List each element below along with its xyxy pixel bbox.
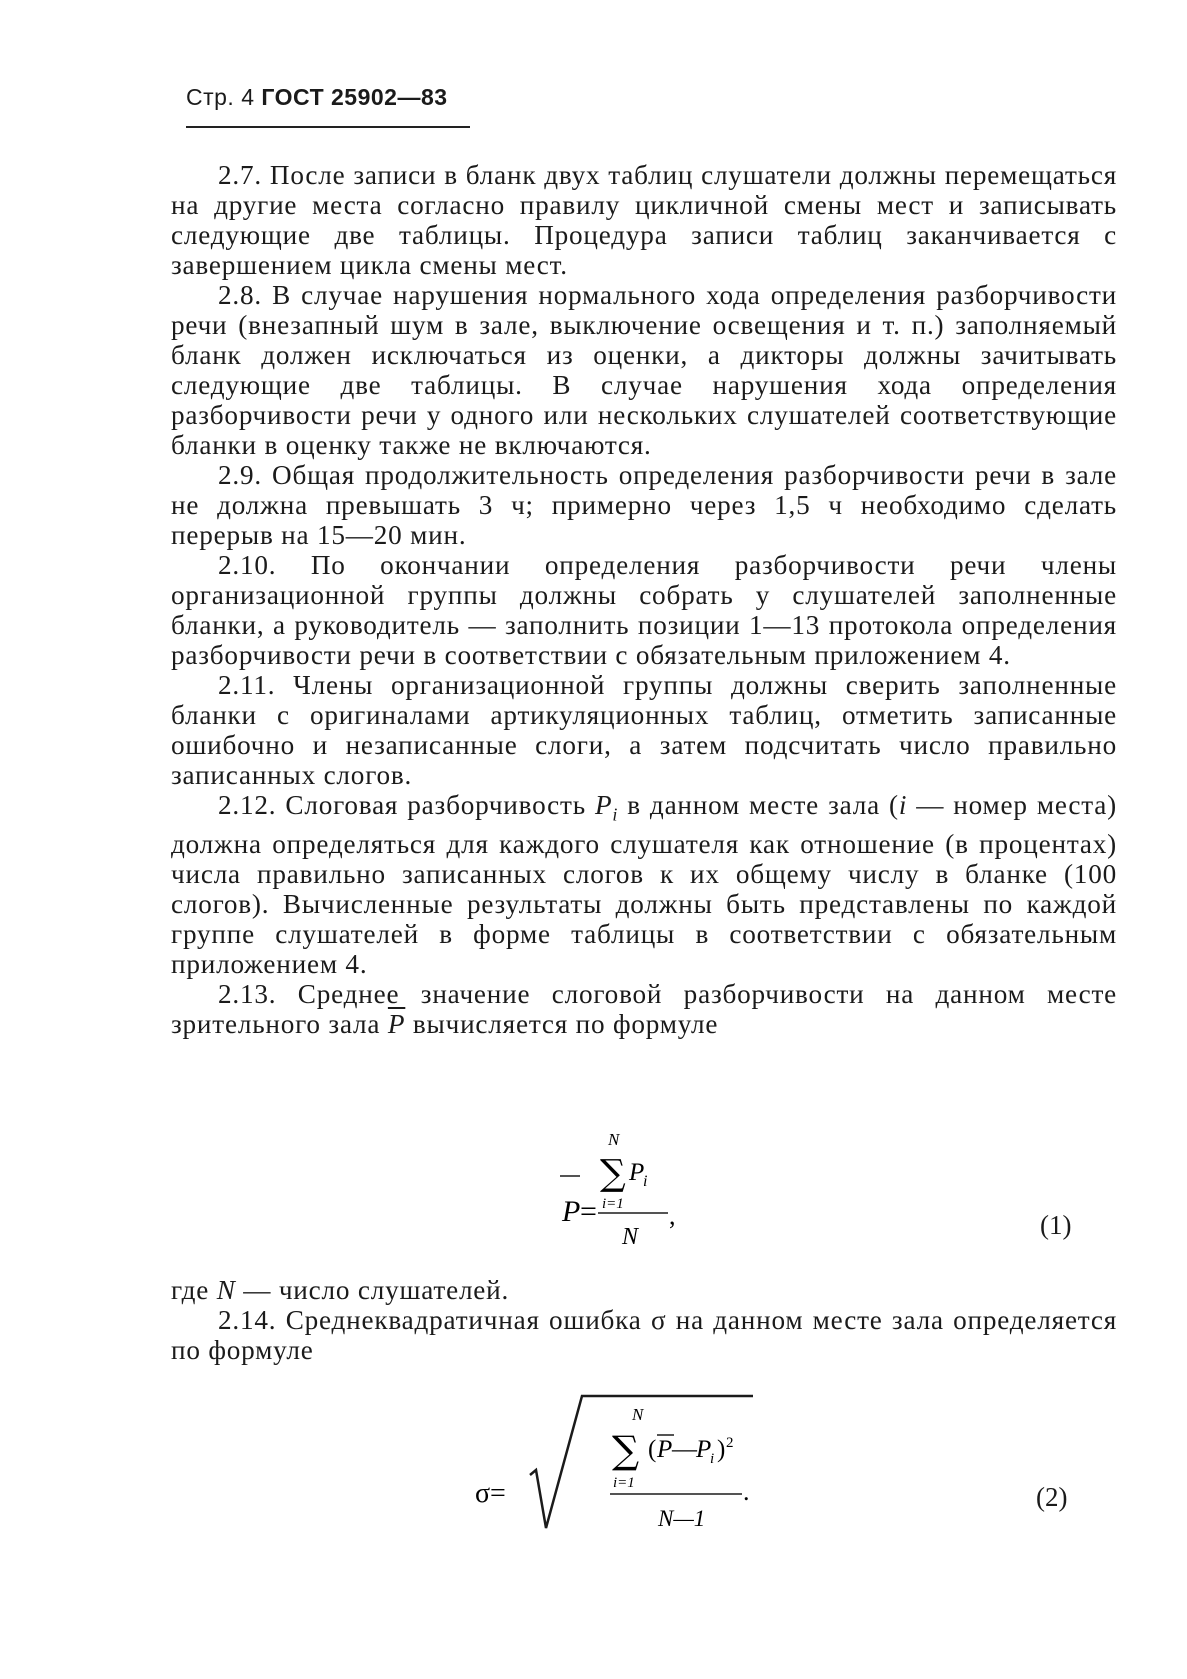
- formula-2-sum-top: N: [632, 1405, 644, 1424]
- paragraph-2-14: 2.14. Среднеквадратичная ошибка σ на данном месте зала определяется по формуле: [171, 1305, 1117, 1365]
- paragraph-2-12: [171, 790, 1117, 979]
- p213-var: $\overline{P}$: [387, 1009, 406, 1040]
- formula-2-trail: .: [743, 1477, 750, 1506]
- formula-2-close: ): [717, 1436, 726, 1463]
- p212-var: $P_i$: [594, 790, 619, 825]
- formula-2: [470, 1390, 790, 1540]
- formula-2-sum-bottom: i=1: [613, 1475, 635, 1491]
- formula-2-svg: [470, 1390, 790, 1540]
- formula-1-term-sub: i: [643, 1173, 648, 1190]
- p212-text-b: в данном месте зала (: [618, 790, 899, 820]
- formula-2-sum-sign: ∑: [612, 1428, 640, 1472]
- formula-2-eq: =: [490, 1478, 506, 1509]
- where-text-a: где: [171, 1275, 217, 1305]
- formula-2-denominator: N—1: [658, 1506, 706, 1531]
- equation-number-2: (2): [1036, 1482, 1068, 1512]
- paragraph-2-8: 2.8. В случае нарушения нормального хода определения разборчивости речи (внезапный шум в зале, выключение освещения и т. п.) заполняемый бланк должен исключаться из оценки, а дикторы должны зачитывать следующие две таблицы. В случае нарушения хода определения разборчивости речи у одного или нескольких слушателей соответствующие бланки в оценку также не включаются.: [171, 280, 1117, 460]
- formula-1-trail: ,: [669, 1201, 676, 1230]
- formula-1-term: P: [629, 1159, 645, 1186]
- formula-1-sum-sign: ∑: [600, 1153, 626, 1194]
- body-text-2: [171, 1275, 1117, 1365]
- formula-2-term: P: [696, 1436, 712, 1463]
- paragraph-2-7: 2.7. После записи в бланк двух таблиц слушатели должны перемещаться на другие места согласно правилу цикличной смены мест и записывать следующие две таблицы. Процедура записи таблиц заканчивается с завершением цикла смены мест.: [171, 160, 1117, 280]
- where-var: N: [216, 1275, 236, 1305]
- p213-text-a: 2.13. Среднее значение слоговой разборчивости на данном месте зрительного зала: [171, 979, 1117, 1040]
- formula-1: [540, 1128, 700, 1248]
- formula-1-sum-bottom: i=1: [602, 1196, 624, 1212]
- body-text: [171, 160, 1117, 1039]
- paragraph-2-9: 2.9. Общая продолжительность определения разборчивости речи в зале не должна превышать 3 ч; примерно через 1,5 ч необходимо сделать перерыв на 15—20 мин.: [171, 460, 1117, 550]
- page-number: Стр. 4: [186, 84, 255, 110]
- header-rule: [186, 126, 470, 128]
- standard-title: ГОСТ 25902—83: [261, 84, 448, 110]
- p212-text-c: — номер места) должна определяться для каждого слушателя как отношение (в процентах) числа правильно записанных слогов к их общему числу в бланке (100 слогов). Вычисленные результаты должны быть представлены по каждой группе слушателей в форме таблицы в соответствии с обязательным приложением 4.: [171, 790, 1117, 980]
- formula-1-svg: [540, 1128, 700, 1248]
- formula-1-eq: =: [580, 1195, 597, 1228]
- where-text-b: — число слушателей.: [235, 1275, 510, 1305]
- paragraph-2-10: 2.10. По окончании определения разборчивости речи члены организационной группы должны собрать у слушателей заполненные бланки, а руководитель — заполнить позиции 1—13 протокола определения разборчивости речи в соответствии с обязательным приложением 4.: [171, 550, 1117, 670]
- paragraph-2-11: 2.11. Члены организационной группы должны сверить заполненные бланки с оригиналами артикуляционных таблиц, отметить записанные ошибочно и незаписанные слоги, а затем подсчитать число правильно записанных слогов.: [171, 670, 1117, 790]
- formula-2-open: (: [648, 1436, 657, 1463]
- page-header: [186, 84, 448, 111]
- p212-ivar: i: [898, 790, 908, 820]
- formula-1-sum-top: N: [608, 1130, 620, 1149]
- formula-1-lhs: P: [562, 1195, 581, 1228]
- formula-2-bar-var: P: [657, 1436, 673, 1463]
- formula-1-denominator: N: [622, 1224, 639, 1248]
- p212-text-a: 2.12. Слоговая разборчивость: [218, 790, 595, 820]
- paragraph-2-13: [171, 979, 1117, 1039]
- formula-2-term-sub: i: [710, 1451, 715, 1467]
- formula-2-lhs: σ: [475, 1478, 491, 1509]
- formula-2-minus: —: [672, 1436, 697, 1463]
- equation-number-1: (1): [1040, 1210, 1072, 1240]
- p213-text-b: вычисляется по формуле: [405, 1009, 719, 1040]
- paragraph-where: [171, 1275, 1117, 1305]
- formula-2-power: 2: [726, 1435, 734, 1451]
